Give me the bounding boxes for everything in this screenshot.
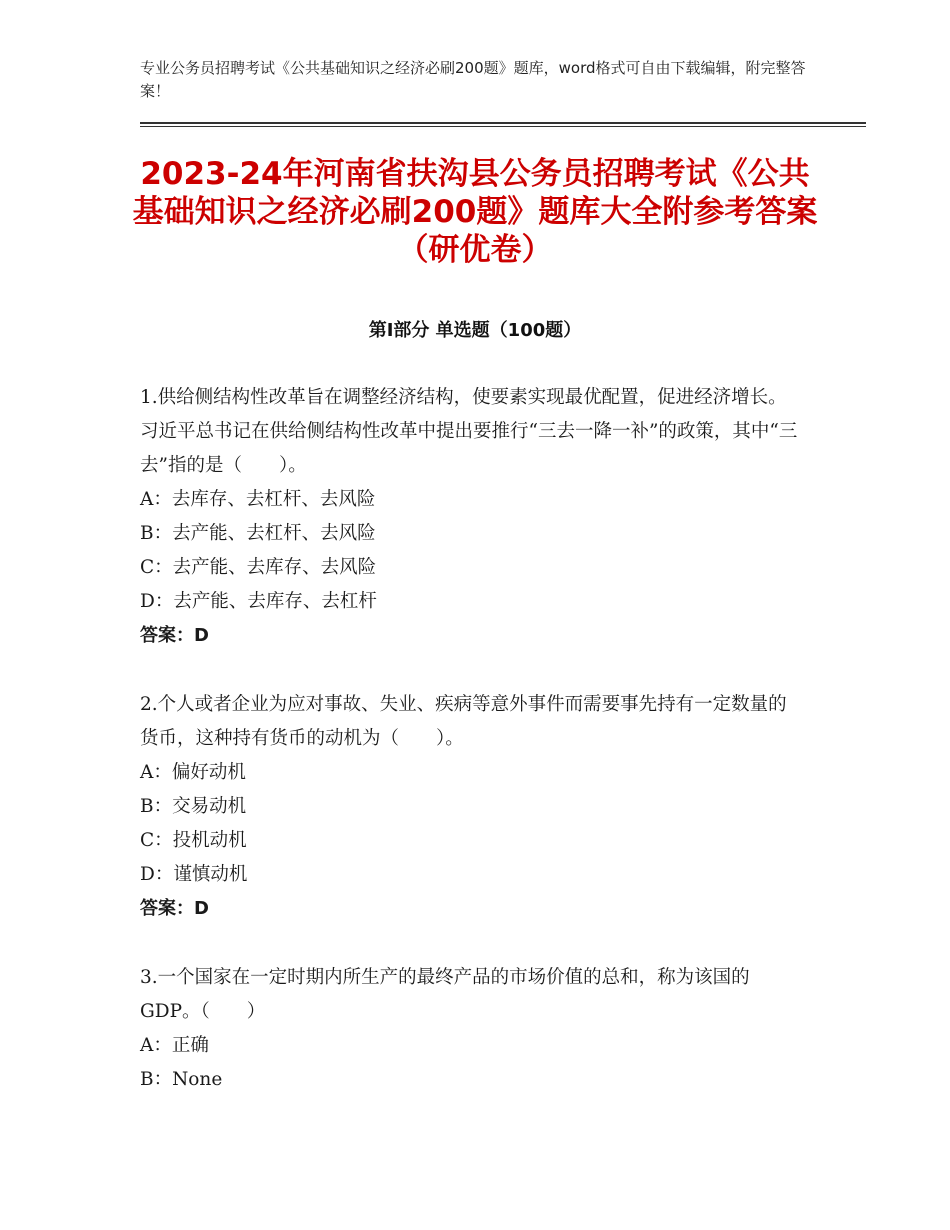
section-heading: 第Ⅰ部分 单选题（100题） <box>368 320 582 341</box>
option-d: D：谨慎动机 <box>140 864 248 885</box>
option-b: B：去产能、去杠杆、去风险 <box>140 523 376 544</box>
option-b: B：交易动机 <box>140 796 247 817</box>
option-d: D：去产能、去库存、去杠杆 <box>140 591 377 612</box>
option-c: C：去产能、去库存、去风险 <box>140 557 377 578</box>
question-1 <box>140 381 800 653</box>
option-b: B：None <box>140 1069 223 1090</box>
question-2 <box>140 688 800 926</box>
document-title: 2023-24年河南省扶沟县公务员招聘考试《公共基础知识之经济必刷200题》题库大全附参考答案（研优卷） <box>132 156 818 268</box>
document-header-note: 专业公务员招聘考试《公共基础知识之经济必刷200题》题库，word格式可自由下载编辑，附完整答案！ <box>140 59 806 100</box>
question-stem: 2.个人或者企业为应对事故、失业、疾病等意外事件而需要事先持有一定数量的货币，这种持有货币的动机为（ ）。 <box>140 694 787 749</box>
option-a: A：去库存、去杠杆、去风险 <box>140 489 376 510</box>
question-3 <box>140 961 800 1097</box>
answer-line: 答案：D <box>140 898 209 919</box>
question-list <box>140 381 800 1132</box>
header-divider-thick <box>140 122 866 124</box>
answer-line: 答案：D <box>140 625 209 646</box>
option-c: C：投机动机 <box>140 830 247 851</box>
header-divider-thin <box>140 126 866 127</box>
question-stem: 3.一个国家在一定时期内所生产的最终产品的市场价值的总和，称为该国的GDP。（ ） <box>140 967 750 1022</box>
option-a: A：正确 <box>140 1035 209 1056</box>
option-a: A：偏好动机 <box>140 762 246 783</box>
question-stem: 1.供给侧结构性改革旨在调整经济结构，使要素实现最优配置，促进经济增长。习近平总书记在供给侧结构性改革中提出要推行“三去一降一补”的政策，其中“三去”指的是（ ）。 <box>140 387 798 476</box>
